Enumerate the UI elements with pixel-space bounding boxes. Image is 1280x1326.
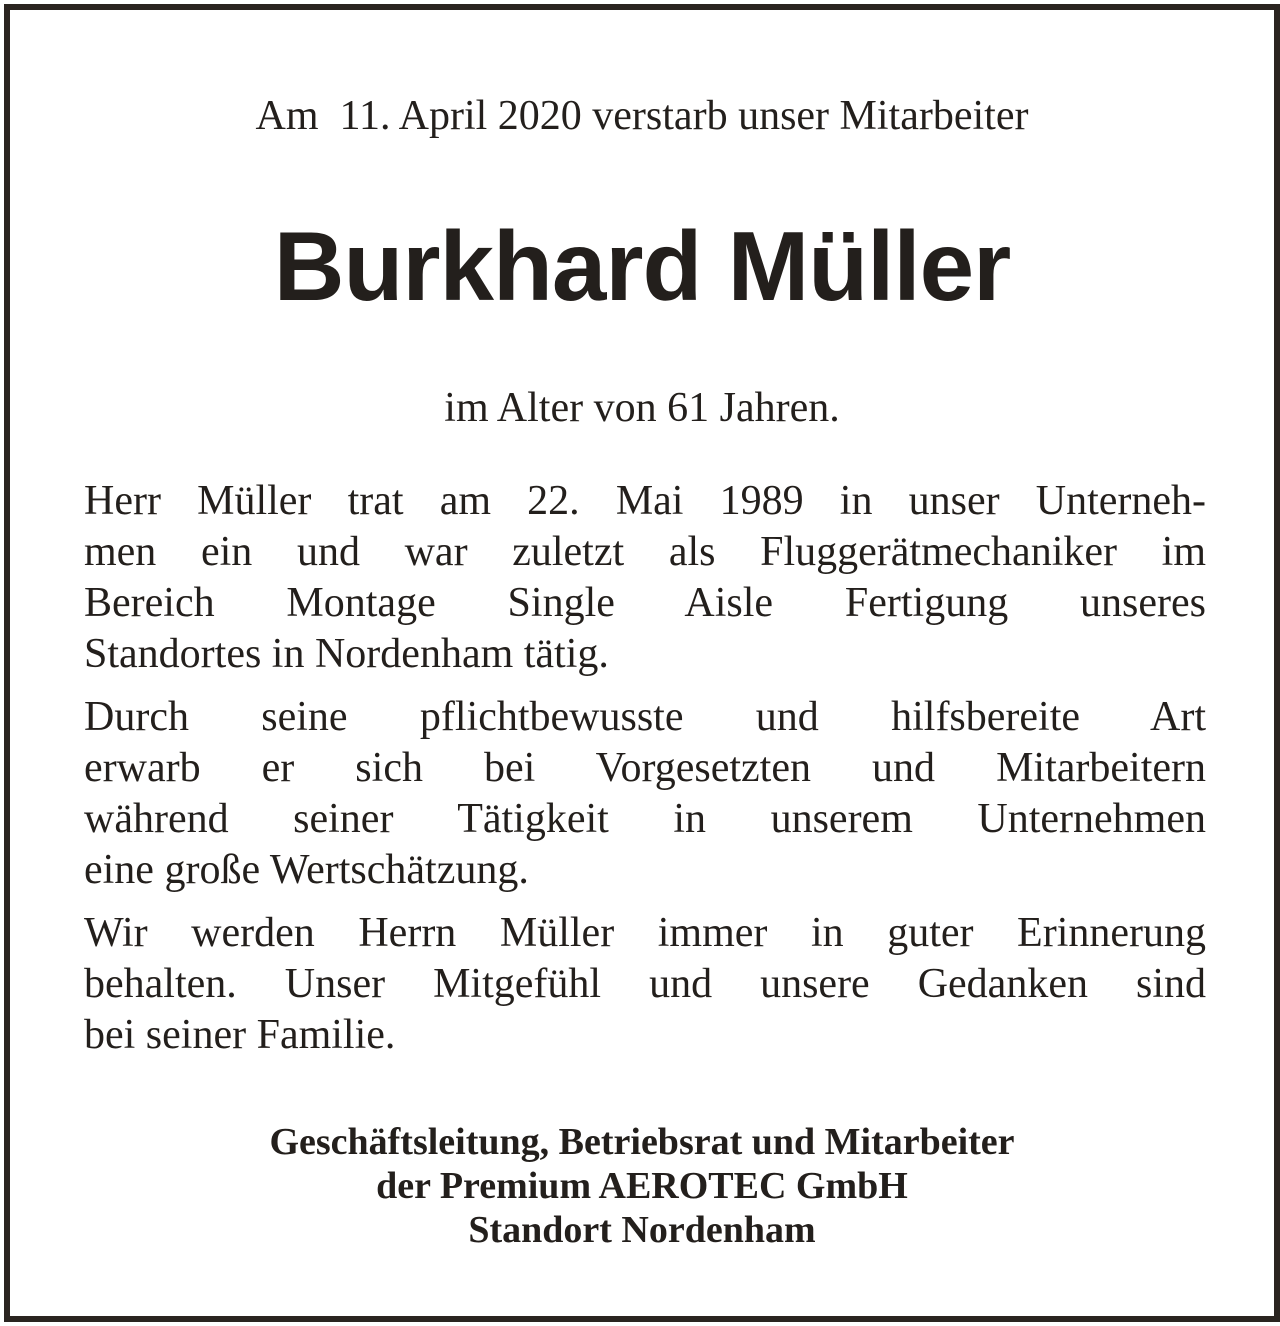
paragraph-character	[84, 692, 1206, 896]
age-line: im Alter von 61 Jahren.	[444, 385, 840, 431]
signature-line: der Premium AEROTEC GmbH	[376, 1165, 908, 1207]
text-line: men ein und war zuletzt als Fluggerätmechaniker im	[84, 529, 1206, 575]
text-line: Durch seine pflichtbewusste und hilfsbereite Art	[84, 694, 1206, 740]
text-line: eine große Wertschätzung.	[84, 847, 529, 893]
text-line: bei seiner Familie.	[84, 1012, 396, 1058]
notice-body	[84, 476, 1206, 1073]
paragraph-condolence	[84, 908, 1206, 1061]
signature-block	[10, 1120, 1274, 1252]
deceased-name: Burkhard Müller	[273, 211, 1011, 321]
text-line: Herr Müller trat am 22. Mai 1989 in unser Unterneh-	[84, 478, 1206, 524]
text-line: Standortes in Nordenham tätig.	[84, 631, 609, 677]
signature-line: Geschäftsleitung, Betriebsrat und Mitarbeiter	[269, 1121, 1015, 1163]
text-line: Bereich Montage Single Aisle Fertigung unseres	[84, 580, 1206, 626]
text-line: behalten. Unser Mitgefühl und unsere Gedanken sind	[84, 961, 1206, 1007]
text-line: während seiner Tätigkeit in unserem Unternehmen	[84, 796, 1206, 842]
intro-line: Am 11. April 2020 verstarb unser Mitarbeiter	[255, 93, 1029, 139]
text-line: erwarb er sich bei Vorgesetzten und Mitarbeitern	[84, 745, 1206, 791]
paragraph-career	[84, 476, 1206, 680]
signature-line: Standort Nordenham	[468, 1209, 816, 1251]
obituary-notice-frame	[4, 4, 1280, 1322]
text-line: Wir werden Herrn Müller immer in guter Erinnerung	[84, 910, 1206, 956]
